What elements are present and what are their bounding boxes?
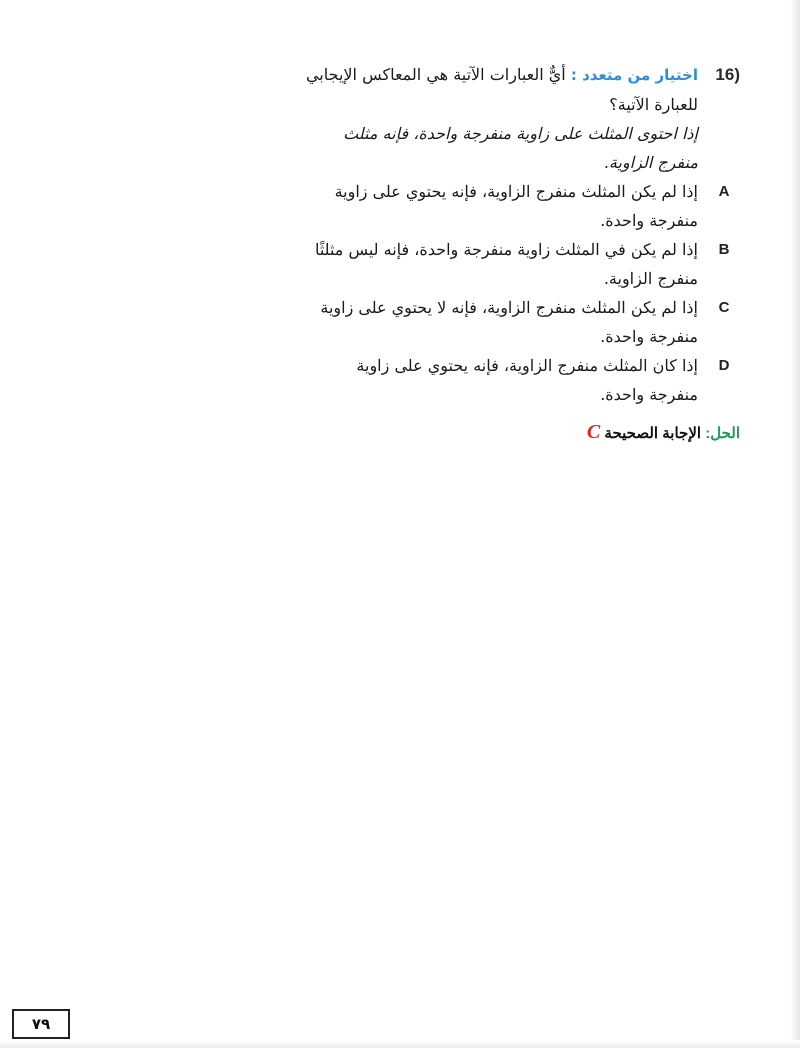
question-block: [290, 60, 740, 409]
option-c-letter: C: [718, 299, 730, 316]
question-number: 16): [715, 65, 740, 84]
page-bottom-shadow: [0, 1040, 800, 1048]
option-c-text: إذا لم يكن المثلث منفرج الزاوية، فإنه لا يحتوي على زاوية منفرجة واحدة.: [320, 298, 698, 346]
option-a-letter: A: [718, 183, 730, 200]
option-d[interactable]: [290, 351, 740, 409]
question-stem-line1: أيٌّ العبارات الآتية هي المعاكس الإيجابي: [305, 65, 566, 84]
option-b-letter: B: [718, 241, 730, 258]
answer-label: الحل:: [705, 425, 740, 442]
question-stem-line2: للعبارة الآتية؟: [609, 95, 698, 114]
page-edge-shadow: [790, 0, 800, 1048]
option-c[interactable]: [290, 293, 740, 351]
option-d-letter: D: [718, 357, 730, 374]
option-a[interactable]: [290, 177, 740, 235]
option-a-text: إذا لم يكن المثلث منفرج الزاوية، فإنه يحتوي على زاوية منفرجة واحدة.: [334, 182, 698, 230]
answer-text: الإجابة الصحيحة: [604, 425, 702, 442]
question-header: [290, 60, 740, 90]
option-d-text: إذا كان المثلث منفرج الزاوية، فإنه يحتوي على زاوية منفرجة واحدة.: [356, 356, 698, 404]
page-number-box: [12, 1009, 70, 1039]
question-type-label: اختيار من متعدد :: [570, 66, 698, 84]
option-b[interactable]: [290, 235, 740, 293]
question-stem-line2-row: [290, 90, 740, 119]
option-b-text: إذا لم يكن في المثلث زاوية منفرجة واحدة، فإنه ليس مثلثًا منفرج الزاوية.: [314, 240, 698, 288]
question-statement: إذا احتوى المثلث على زاوية منفرجة واحدة، فإنه مثلث منفرج الزاوية.: [343, 124, 698, 172]
answer-line: [460, 421, 740, 445]
answer-letter: C: [586, 421, 601, 443]
page-number: ٧٩: [31, 1015, 51, 1033]
